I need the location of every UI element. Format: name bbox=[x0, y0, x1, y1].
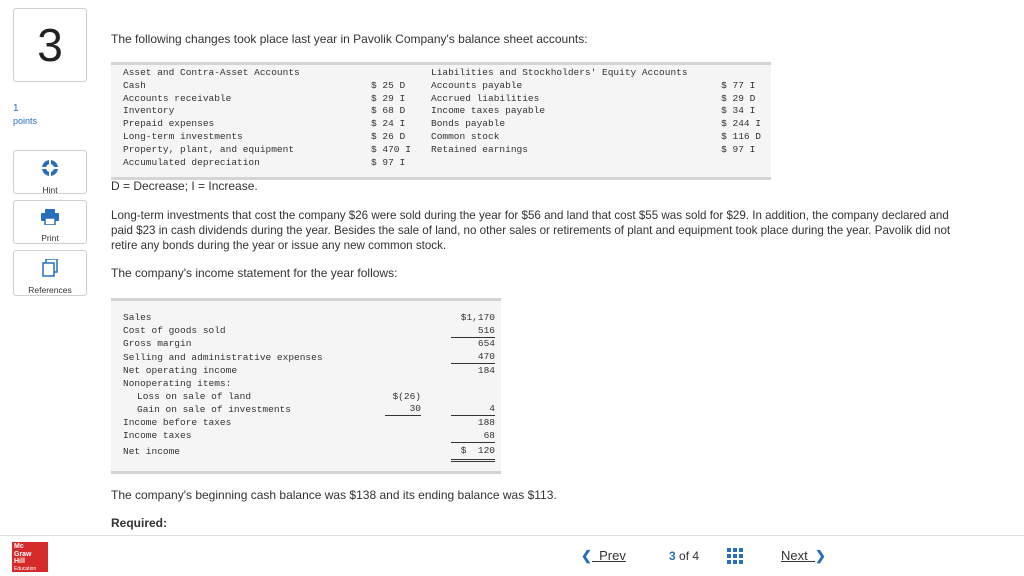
account-name: Inventory bbox=[123, 105, 175, 117]
income-subamount: $(26) bbox=[392, 390, 421, 402]
balance-sheet-changes-table bbox=[111, 62, 771, 180]
account-row bbox=[431, 143, 771, 156]
account-name: Common stock bbox=[431, 131, 500, 143]
income-label: Loss on sale of land bbox=[137, 390, 252, 402]
income-row bbox=[123, 442, 495, 460]
mcgraw-hill-logo bbox=[12, 542, 48, 572]
income-row bbox=[123, 403, 495, 416]
account-row bbox=[431, 92, 771, 105]
income-amount bbox=[451, 390, 495, 403]
income-row bbox=[123, 311, 495, 324]
account-row bbox=[123, 105, 431, 118]
print-label: Print bbox=[41, 233, 59, 243]
account-name: Accumulated depreciation bbox=[123, 156, 260, 168]
logo-text: Graw bbox=[14, 550, 32, 558]
income-amount: 516 bbox=[451, 324, 495, 337]
income-label: Income taxes bbox=[123, 430, 192, 442]
account-name: Bonds payable bbox=[431, 118, 506, 130]
income-row bbox=[123, 324, 495, 337]
references-label: References bbox=[28, 285, 72, 295]
question-number-box bbox=[13, 8, 87, 82]
income-row bbox=[123, 350, 495, 363]
income-label: Cost of goods sold bbox=[123, 324, 226, 336]
hint-button[interactable] bbox=[13, 150, 87, 194]
income-amount: $ 120 bbox=[451, 442, 495, 460]
income-subamount bbox=[385, 337, 421, 350]
prev-label: Prev bbox=[599, 548, 626, 563]
page-total: 4 bbox=[692, 549, 700, 563]
account-row bbox=[123, 79, 431, 92]
account-name: Accrued liabilities bbox=[431, 92, 540, 104]
logo-text: Hill bbox=[14, 558, 25, 565]
asset-accounts-header: Asset and Contra-Asset Accounts bbox=[123, 67, 300, 78]
question-grid-icon[interactable] bbox=[727, 548, 743, 569]
income-label: Net operating income bbox=[123, 364, 238, 376]
income-label: Sales bbox=[123, 311, 152, 323]
income-spacer bbox=[421, 337, 451, 350]
account-name: Cash bbox=[123, 79, 146, 91]
income-spacer bbox=[421, 429, 451, 442]
account-name: Income taxes payable bbox=[431, 105, 546, 117]
income-amount: 654 bbox=[477, 338, 495, 350]
footer-bar bbox=[0, 535, 1024, 576]
points-label: points bbox=[13, 116, 38, 126]
income-subamount bbox=[385, 324, 421, 337]
prev-button[interactable] bbox=[581, 548, 626, 564]
print-button[interactable] bbox=[13, 200, 87, 244]
income-subamount bbox=[385, 350, 421, 363]
asset-accounts-list bbox=[123, 79, 431, 169]
income-label: Gain on sale of investments bbox=[137, 403, 291, 415]
page-current: 3 bbox=[669, 549, 676, 563]
cash-balance-note: The company's beginning cash balance was $138 and its ending balance was $113. bbox=[111, 488, 557, 502]
income-spacer bbox=[421, 390, 451, 403]
income-amount: 188 bbox=[477, 417, 495, 429]
next-label: Next bbox=[781, 548, 808, 563]
income-label: Net income bbox=[123, 445, 181, 457]
account-change: $ 97 I bbox=[371, 156, 406, 168]
question-number: 3 bbox=[37, 19, 63, 71]
income-amount: $1,170 bbox=[460, 311, 495, 323]
income-subamount: 30 bbox=[385, 403, 421, 416]
account-name: Accounts receivable bbox=[123, 92, 232, 104]
income-spacer bbox=[421, 416, 451, 429]
account-change: $ 116 D bbox=[721, 131, 762, 143]
hint-label: Hint bbox=[42, 185, 58, 195]
income-label: Income before taxes bbox=[123, 417, 232, 429]
income-row bbox=[123, 429, 495, 442]
account-change: $ 244 I bbox=[721, 118, 762, 130]
account-row bbox=[123, 130, 431, 143]
income-amount: 470 bbox=[451, 350, 495, 363]
account-row bbox=[431, 117, 771, 130]
account-name: Accounts payable bbox=[431, 79, 523, 91]
account-change: $ 68 D bbox=[371, 105, 406, 117]
income-spacer bbox=[421, 350, 451, 363]
income-statement-table bbox=[111, 298, 501, 474]
account-change: $ 97 I bbox=[721, 143, 756, 155]
income-statement-rows bbox=[123, 311, 495, 462]
income-spacer bbox=[421, 311, 451, 324]
income-subamount bbox=[385, 311, 421, 324]
account-change: $ 29 I bbox=[371, 92, 406, 104]
account-change: $ 34 I bbox=[721, 105, 756, 117]
account-change: $ 26 D bbox=[371, 131, 406, 143]
logo-text: Mc bbox=[14, 543, 24, 550]
legend-key: D = Decrease; I = Increase. bbox=[111, 179, 258, 193]
income-subamount bbox=[385, 377, 421, 390]
income-amount bbox=[451, 377, 495, 390]
problem-paragraph: Long-term investments that cost the company $26 were sold during the year for $56 and land that cost $55 was sold for $29. In addition, the company declared and paid $23 in cash dividends during the year. Besides the sale of land, no other sales or retirements of plant and equipment took place during the year. Pavolik did not retire any bonds during the year or issue any new common stock. bbox=[111, 209, 951, 252]
references-icon bbox=[42, 259, 58, 282]
printer-icon bbox=[41, 209, 59, 230]
income-row bbox=[123, 416, 495, 429]
chevron-right-icon: ❯ bbox=[814, 548, 826, 563]
income-row bbox=[123, 337, 495, 350]
income-amount: 68 bbox=[451, 429, 495, 442]
account-row bbox=[123, 92, 431, 105]
account-row bbox=[431, 130, 771, 143]
required-heading: Required: bbox=[111, 516, 168, 530]
income-spacer bbox=[421, 364, 451, 377]
account-row bbox=[431, 79, 771, 92]
account-change: $ 29 D bbox=[721, 92, 756, 104]
next-button[interactable] bbox=[781, 548, 826, 564]
liabilities-header: Liabilities and Stockholders' Equity Accounts bbox=[431, 67, 688, 78]
income-label: Nonoperating items: bbox=[123, 377, 232, 389]
account-name: Prepaid expenses bbox=[123, 118, 215, 130]
income-subamount bbox=[385, 416, 421, 429]
income-row bbox=[123, 364, 495, 377]
account-row bbox=[431, 105, 771, 118]
account-row bbox=[123, 143, 431, 156]
references-button[interactable] bbox=[13, 250, 87, 296]
chevron-left-icon: ❮ bbox=[581, 548, 592, 563]
points-value: 1 bbox=[13, 103, 19, 114]
income-label: Selling and administrative expenses bbox=[123, 351, 323, 363]
income-amount: 184 bbox=[477, 365, 495, 377]
income-spacer bbox=[421, 403, 451, 416]
income-row bbox=[123, 377, 495, 390]
account-name: Retained earnings bbox=[431, 143, 528, 155]
account-change: $ 25 D bbox=[371, 79, 406, 91]
income-spacer bbox=[421, 324, 451, 337]
question-intro: The following changes took place last year in Pavolik Company's balance sheet accounts: bbox=[111, 32, 588, 46]
income-spacer bbox=[421, 377, 451, 390]
account-change: $ 77 I bbox=[721, 79, 756, 91]
income-subamount bbox=[385, 364, 421, 377]
liability-accounts-list bbox=[431, 79, 771, 156]
logo-text: Education bbox=[14, 565, 37, 572]
hint-icon bbox=[41, 159, 59, 182]
income-subamount bbox=[385, 442, 421, 460]
income-spacer bbox=[421, 442, 451, 460]
income-row bbox=[123, 390, 495, 403]
account-change: $ 470 I bbox=[371, 143, 411, 155]
income-label: Gross margin bbox=[123, 338, 192, 350]
page-of: of bbox=[679, 549, 690, 563]
account-name: Long-term investments bbox=[123, 131, 243, 143]
account-change: $ 24 I bbox=[371, 118, 406, 130]
account-row bbox=[123, 117, 431, 130]
account-name: Property, plant, and equipment bbox=[123, 143, 295, 155]
account-row bbox=[123, 156, 431, 169]
income-statement-intro: The company's income statement for the year follows: bbox=[111, 266, 398, 280]
income-subamount bbox=[385, 429, 421, 442]
page-indicator bbox=[669, 549, 699, 563]
income-amount: 4 bbox=[451, 403, 495, 416]
